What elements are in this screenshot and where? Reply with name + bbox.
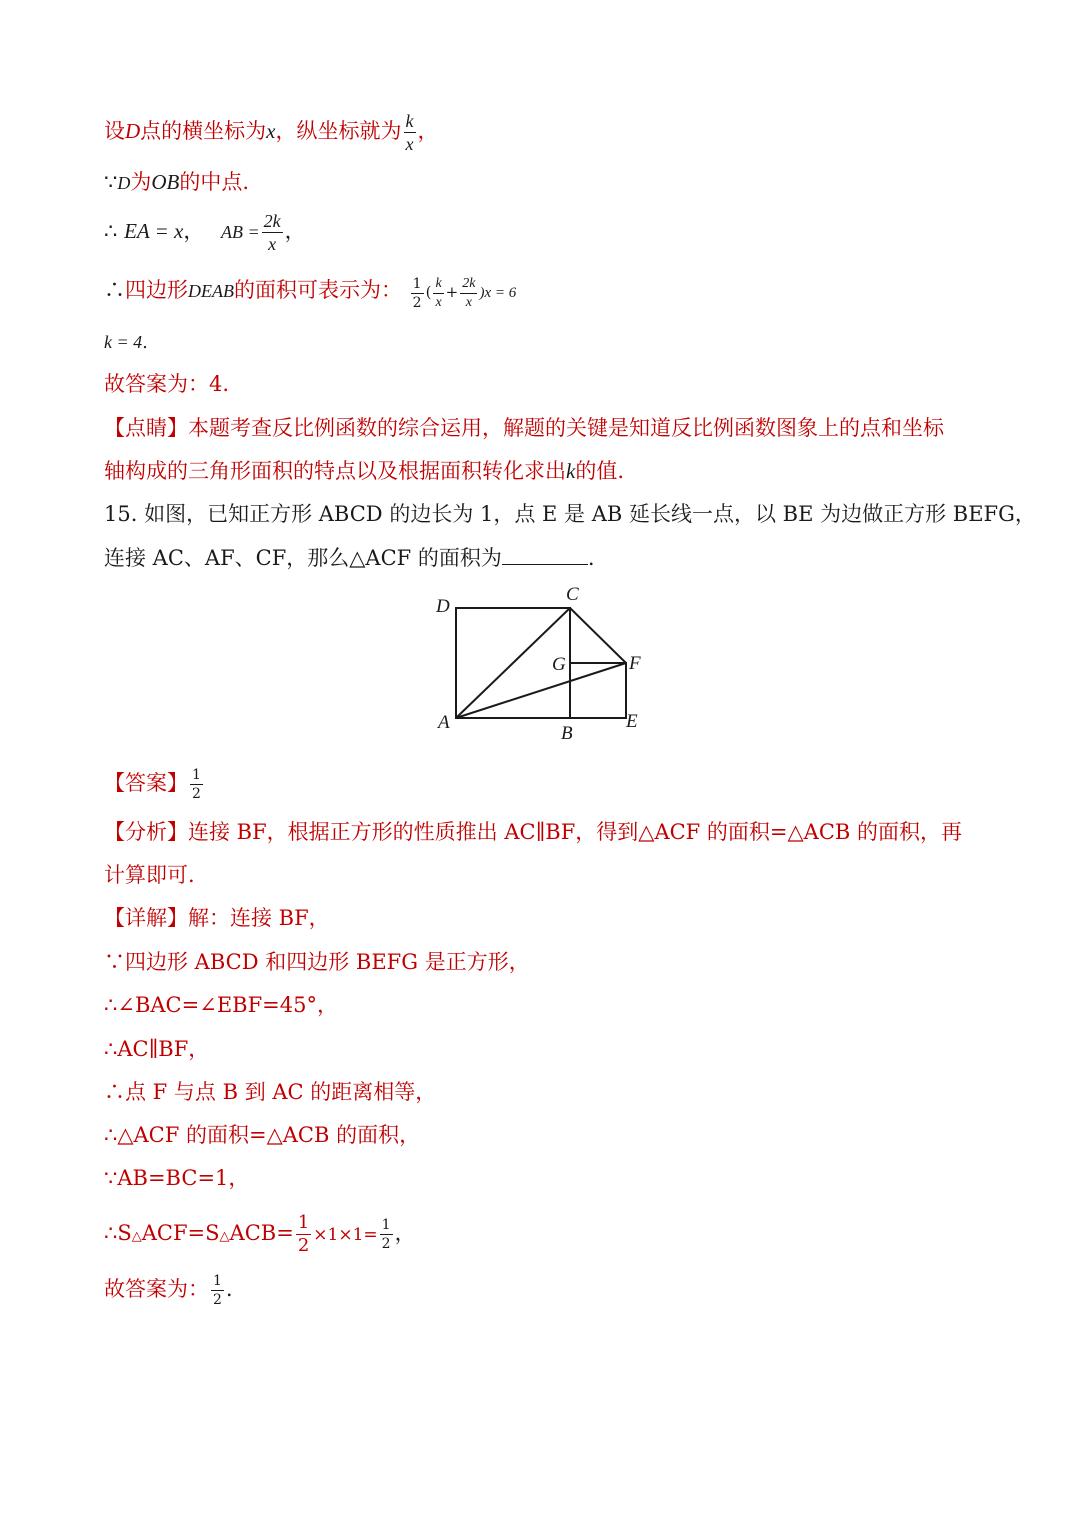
- detail-line-7: ∵AB=BC=1，: [104, 1166, 250, 1190]
- text: 点的横坐标为: [140, 119, 267, 143]
- denominator: x: [405, 134, 414, 154]
- area-expression: [409, 275, 517, 311]
- var-DEAB: DEAB: [188, 281, 234, 301]
- text: ACF=S: [141, 1221, 220, 1245]
- segment-AF: [456, 663, 626, 718]
- text: ，: [284, 219, 306, 243]
- denominator: 2: [412, 294, 422, 311]
- label-C: C: [566, 584, 579, 605]
- therefore-symbol: ∴: [104, 219, 118, 243]
- text: ×1×1=: [313, 1225, 378, 1245]
- detail-line-6: ∴△ACF 的面积=△ACB 的面积，: [104, 1123, 421, 1147]
- text: ，: [394, 1221, 416, 1245]
- equation-EA: EA = x: [124, 219, 184, 243]
- final-fraction: [211, 1274, 224, 1307]
- label-E: E: [626, 711, 638, 732]
- var-OB: OB: [151, 170, 180, 194]
- equation-k: k = 4: [104, 332, 143, 352]
- question-line-2: [104, 544, 595, 572]
- answer-line: [104, 768, 205, 801]
- text: .: [587, 546, 595, 570]
- question-line-1: 15. 如图，已知正方形 ABCD 的边长为 1，点 E 是 AB 延长线一点，以 BE 为边做正方形 BEFG，: [104, 502, 1036, 526]
- numerator: 1: [192, 767, 201, 783]
- numerator: k: [433, 277, 443, 294]
- text: .: [225, 1277, 233, 1301]
- solution-line-2: [104, 168, 249, 197]
- solution-line-4: [104, 276, 516, 310]
- denominator: x: [268, 234, 277, 254]
- detail-line-5: ∴点 F 与点 B 到 AC 的距离相等，: [104, 1080, 437, 1104]
- dianjing-line-2: [104, 457, 624, 485]
- final-answer: [104, 1274, 233, 1307]
- denominator: 2: [192, 786, 201, 802]
- solution-line-3: [104, 212, 306, 253]
- numerator: 1: [412, 275, 422, 292]
- therefore-symbol: ∴: [104, 278, 125, 302]
- text: 连接 AC、AF、CF，那么△ACF 的面积为: [104, 546, 502, 570]
- label-D: D: [436, 596, 450, 617]
- var-x: x: [266, 119, 276, 143]
- answer-blank: [502, 544, 588, 565]
- numerator: 1: [213, 1273, 222, 1289]
- denominator: x: [435, 294, 442, 310]
- text: .: [142, 332, 148, 353]
- segment-CF: [570, 608, 626, 663]
- text: ，纵坐标就为: [275, 119, 402, 143]
- text: 的值.: [575, 459, 625, 483]
- fraction-k-over-x: [404, 112, 416, 153]
- dianjing-line-1: 【点睛】本题考查反比例函数的综合运用，解题的关键是知道反比例函数图象上的点和坐标: [104, 416, 944, 440]
- text: 设: [104, 119, 125, 143]
- text: 故答案为：: [104, 1277, 209, 1301]
- label-F: F: [629, 653, 641, 674]
- text: ∴S: [104, 1221, 132, 1245]
- text: ACB=: [229, 1221, 294, 1245]
- fraction-half-small: [380, 1218, 393, 1251]
- tail: )x = 6: [479, 285, 517, 301]
- fraction-2k-over-x: [460, 277, 477, 310]
- text: ，: [183, 219, 205, 243]
- label-A: A: [438, 712, 450, 733]
- denominator: x: [465, 294, 472, 310]
- solution-line-5: [104, 328, 148, 357]
- answer-label: 【答案】: [104, 771, 188, 795]
- var-D: D: [125, 119, 141, 143]
- text: 为: [130, 170, 152, 194]
- label-G: G: [552, 654, 566, 675]
- geometry-figure: [430, 582, 660, 742]
- fraction-half: [411, 277, 424, 310]
- subscript: △: [219, 1229, 230, 1244]
- label-B: B: [561, 723, 573, 742]
- detail-line-4: ∴AC∥BF，: [104, 1037, 210, 1061]
- text: 的面积可表示为：: [233, 278, 402, 302]
- paren: (: [425, 283, 432, 301]
- numerator: k: [405, 111, 414, 131]
- detail-line-8: [104, 1214, 416, 1255]
- analysis-line-2: 计算即可.: [104, 863, 195, 887]
- denominator: 2: [381, 1236, 391, 1252]
- text: 四边形: [125, 278, 188, 302]
- answer-prev: 故答案为：4.: [104, 372, 230, 396]
- text: 的中点.: [179, 170, 250, 194]
- fraction-half: [296, 1214, 311, 1255]
- detail-line-1: 【详解】解：连接 BF，: [104, 906, 330, 930]
- fraction-2k-over-x: [262, 212, 283, 253]
- numerator: 1: [381, 1217, 391, 1233]
- answer-fraction: [190, 768, 203, 801]
- subscript: △: [131, 1229, 142, 1244]
- fraction-k-over-x: [433, 277, 443, 310]
- numerator: 2k: [263, 211, 281, 231]
- equation-AB: AB =: [221, 222, 260, 242]
- detail-line-3: ∴∠BAC=∠EBF=45°，: [104, 993, 338, 1017]
- solution-line-1: [104, 112, 439, 153]
- var-k: k: [566, 459, 576, 483]
- denominator: 2: [297, 1235, 310, 1256]
- denominator: 2: [213, 1292, 222, 1308]
- text: 轴构成的三角形面积的特点以及根据面积转化求出: [104, 459, 566, 483]
- detail-line-2: ∵四边形 ABCD 和四边形 BEFG 是正方形，: [104, 950, 530, 974]
- numerator: 1: [297, 1212, 310, 1233]
- analysis-line-1: 【分析】连接 BF，根据正方形的性质推出 AC∥BF，得到△ACF 的面积=△ACB 的面积，再: [104, 820, 963, 844]
- numerator: 2k: [460, 277, 477, 294]
- because-symbol: ∵: [104, 170, 118, 194]
- plus: +: [445, 283, 459, 301]
- text: ，: [417, 119, 439, 143]
- var-D: D: [117, 173, 131, 193]
